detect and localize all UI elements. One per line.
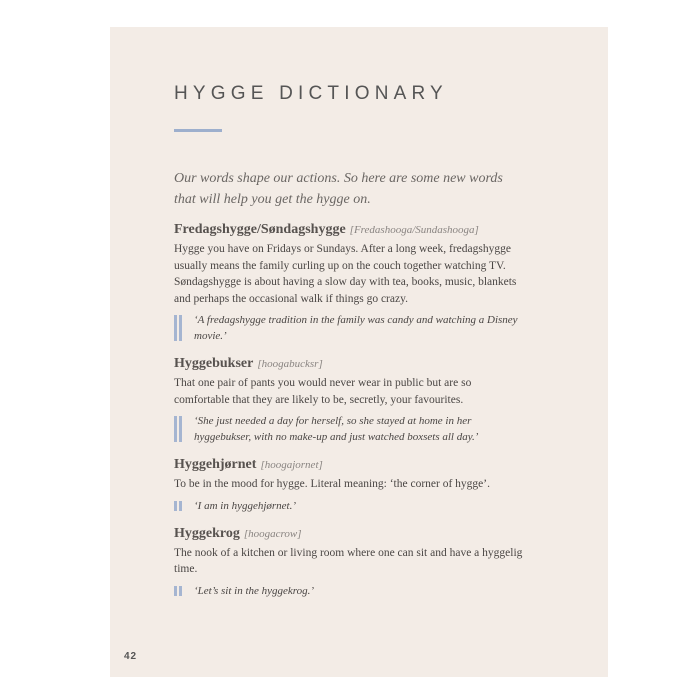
title-divider [174,129,222,132]
book-page [110,27,608,677]
quote-bar-icon [174,586,182,596]
entry-term: Hyggekrog [174,525,240,541]
quote-text: ‘Let’s sit in the hyggekrog.’ [194,584,315,597]
page-title: HYGGE DICTIONARY [174,83,448,104]
quote-text: ‘I am in hyggehjørnet.’ [194,499,297,512]
quote-text: ‘She just needed a day for herself, so she stayed at home in her hyggebukser, with no make-up and just watched boxsets all day.’ [194,415,479,443]
entry-pronunciation: [hoogabucksr] [257,358,323,370]
dictionary-entry [174,455,524,514]
dictionary-entry [174,354,524,445]
entry-pronunciation: [hoogajornet] [260,459,323,471]
entry-definition: The nook of a kitchen or living room where one can sit and have a hyggelig time. [174,546,523,575]
entry-term: Hyggehjørnet [174,457,257,472]
quote-bar-icon [174,315,182,341]
entry-definition: That one pair of pants you would never wear in public but are so comfortable that they are likely to be, secretly, your favourites. [174,377,472,406]
entry-term: Hyggebukser [174,356,254,371]
dictionary-entry [174,524,524,599]
entry-definition: To be in the mood for hygge. Literal meaning: ‘the corner of hygge’. [174,478,490,490]
page-body [174,168,524,599]
entry-term: Fredagshygge/Søndagshygge [174,222,346,237]
entry-quote [174,583,524,599]
dictionary-entry [174,220,524,344]
intro-text: Our words shape our actions. So here are some new words that will help you get the hygge on. [174,171,503,207]
quote-bar-icon [174,416,182,442]
entry-quote [174,312,524,344]
quote-bar-icon [174,501,182,511]
entry-pronunciation: [Fredashooga/Sundashooga] [349,224,479,236]
entry-quote [174,498,524,514]
entry-pronunciation: [hoogacrow] [243,527,302,540]
entry-definition: Hygge you have on Fridays or Sundays. After a long week, fredagshygge usually means the family curling up on the couch together watching TV. Søndagshygge is about having a slow day with tea, books, music, blankets and perhaps the occasional walk if things go crazy. [174,243,517,305]
quote-text: ‘A fredagshygge tradition in the family was candy and watching a Disney movie.’ [194,314,518,342]
page-number: 42 [124,651,138,662]
entry-quote [174,413,524,445]
